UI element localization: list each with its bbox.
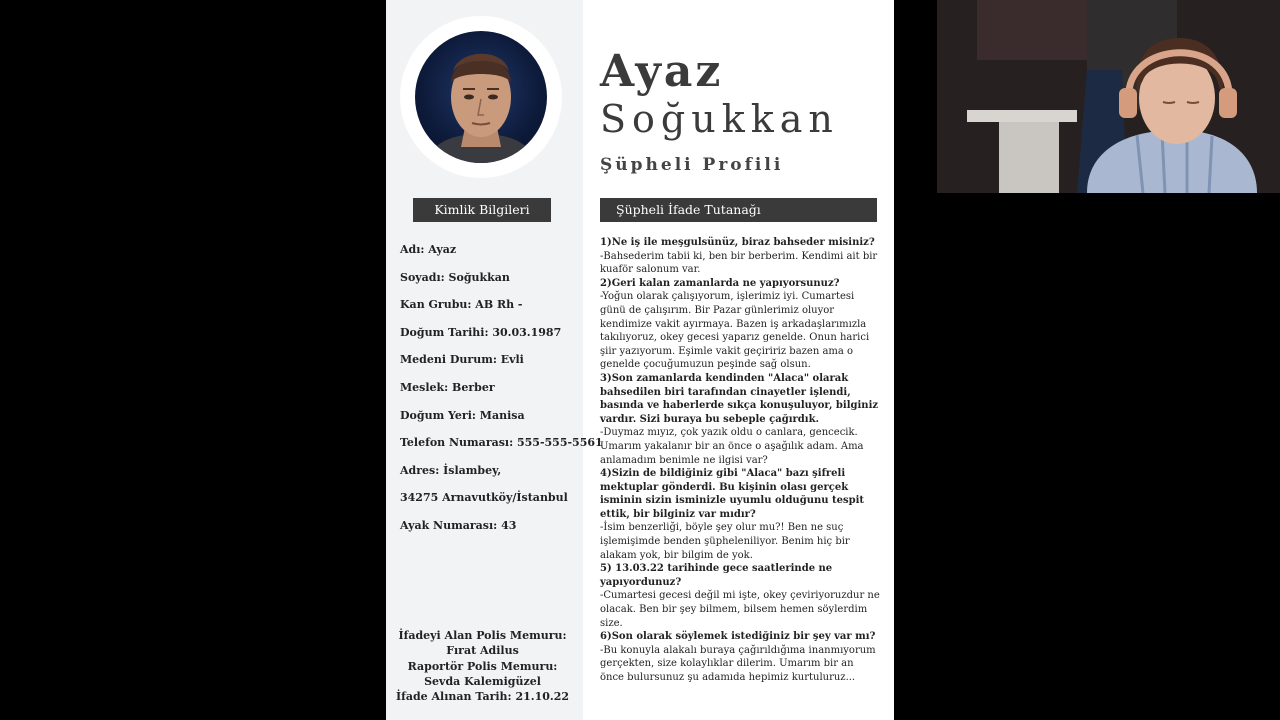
officer-line: İfadeyi Alan Polis Memuru: bbox=[398, 629, 567, 642]
field-address-line2: 34275 Arnavutköy/İstanbul bbox=[400, 491, 568, 505]
statement-body bbox=[600, 236, 880, 685]
statement-answer: -Duymaz mıyız, çok yazık oldu o canlara, gencecik. Umarım yakalanır bir an önce o aşağılık adam. Ama anlamadım benimle ne ilgisi var? bbox=[600, 427, 864, 466]
statement-answer: -Yoğun olarak çalışıyorum, işlerimiz iyi. Cumartesi günü de çalışırım. Bir Pazar günlerimiz oluyor kendimize vakit ayırmaya. Bazen iş arkadaşlarımızla takılıyoruz, okey gecesi yaparız genelde. Onun harici şiir yazıyorum. Eşimle vakit geçiririz bazen ama o genelde çocuğumuzun peşinde sağ olsun. bbox=[600, 291, 870, 371]
statement-question: 4)Sizin de bildiğiniz gibi "Alaca" bazı şifreli mektuplar gönderdi. Bu kişinin olası gerçek isminin sizin isminizle uyumlu olduğunu tespit ettik, bir bilginiz var mıdır? bbox=[600, 468, 865, 520]
statement-answer: -Cumartesi gecesi değil mi işte, okey çeviriyoruzdur ne olacak. Ben bir şey bilmem, bilsem hemen söylerdim size. bbox=[600, 590, 880, 629]
field-occupation: Meslek: Berber bbox=[400, 380, 495, 394]
field-shoe-size: Ayak Numarası: 43 bbox=[400, 518, 517, 532]
field-marital-status: Medeni Durum: Evli bbox=[400, 353, 524, 367]
statement-question: 1)Ne iş ile meşgulsünüz, biraz bahseder misiniz? bbox=[600, 237, 875, 248]
statement-answer: -Bahsederim tabii ki, ben bir berberim. Kendimi ait bir kuaför salonum var. bbox=[600, 250, 878, 276]
officer-info bbox=[386, 628, 579, 704]
field-birth-place: Doğum Yeri: Manisa bbox=[400, 408, 525, 422]
statement-question: 6)Son olarak söylemek istediğiniz bir şey var mı? bbox=[600, 631, 876, 643]
field-last-name: Soyadı: Soğukkan bbox=[400, 270, 510, 284]
field-blood-type: Kan Grubu: AB Rh - bbox=[400, 298, 523, 312]
field-address-line1: Adres: İslambey, bbox=[400, 463, 502, 477]
suspect-last-name: Soğukkan bbox=[600, 97, 839, 141]
webcam-overlay bbox=[937, 0, 1280, 193]
field-birth-date: Doğum Tarihi: 30.03.1987 bbox=[400, 325, 562, 339]
identity-fields bbox=[400, 238, 603, 542]
officer-line: İfade Alınan Tarih: 21.10.22 bbox=[395, 690, 570, 704]
suspect-avatar bbox=[415, 31, 547, 163]
suspect-first-name: Ayaz bbox=[600, 46, 724, 97]
identity-section-title: Kimlik Bilgileri bbox=[413, 198, 551, 222]
officer-line: Raportör Polis Memuru: bbox=[407, 659, 558, 673]
statement-question: 2)Geri kalan zamanlarda ne yapıyorsunuz? bbox=[600, 277, 840, 289]
statement-question: 3)Son zamanlarda kendinden "Alaca" olarak bahsedilen biri tarafından cinayetler işlendi, basında ve haberlerde sıkça konuşuluyor, bilginiz vardır. Sizi buraya bu sebeple çağırdık. bbox=[600, 372, 879, 425]
profile-subtitle: Şüpheli Profili bbox=[600, 155, 784, 175]
statement-answer: -Bu konuyla alakalı buraya çağırıldığıma inanmıyorum gerçekten, size kolaylıklar dilerim. Umarım bir an önce bulursunuz şu adamıda hepimiz kurtuluruz... bbox=[600, 644, 876, 683]
statement-section-title: Şüpheli İfade Tutanağı bbox=[600, 198, 877, 222]
statement-question: 5) 13.03.22 tarihinde gece saatlerinde ne yapıyordunuz? bbox=[600, 563, 833, 588]
suspect-profile-document bbox=[386, 0, 894, 720]
officer-line: Fırat Adilus bbox=[446, 644, 519, 658]
webcam-scene-illustration bbox=[937, 0, 1280, 193]
avatar-ring bbox=[400, 16, 562, 178]
field-phone: Telefon Numarası: 555-555-5561 bbox=[400, 436, 603, 450]
left-panel bbox=[386, 0, 603, 720]
officer-line: Sevda Kalemigüzel bbox=[424, 674, 541, 688]
suspect-portrait-illustration bbox=[415, 31, 547, 163]
field-first-name: Adı: Ayaz bbox=[400, 243, 457, 256]
statement-answer: -İsim benzerliği, böyle şey olur mu?! Ben ne suç işlemişimde benden şüpheleniliyor. Benim hiç bir alakam yok, bir bilgim de yok. bbox=[600, 522, 850, 561]
